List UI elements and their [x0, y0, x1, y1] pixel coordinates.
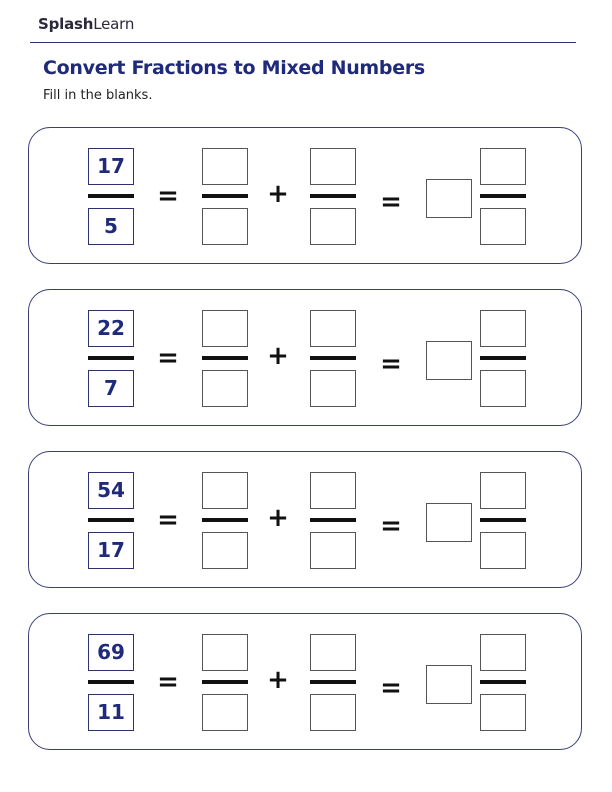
brand-logo-light: Learn [93, 15, 135, 33]
fraction-bar [310, 356, 356, 360]
equals-sign: = [157, 667, 179, 697]
equals-sign: = [157, 505, 179, 535]
brand-logo [38, 15, 134, 33]
plus-sign: + [267, 341, 289, 371]
answer-remainder-numerator-box[interactable] [310, 310, 356, 347]
answer-whole-part-numerator-box[interactable] [202, 310, 248, 347]
answer-whole-part-numerator-box[interactable] [202, 634, 248, 671]
fraction-bar [88, 194, 134, 198]
answer-whole-number-box[interactable] [426, 179, 472, 218]
fraction-bar [310, 518, 356, 522]
fraction-bar [88, 518, 134, 522]
equals-sign: = [380, 511, 402, 541]
fraction-bar [202, 518, 248, 522]
fraction-bar [480, 356, 526, 360]
equals-sign: = [380, 187, 402, 217]
problem-card [28, 451, 582, 588]
answer-mixed-numerator-box[interactable] [480, 634, 526, 671]
given-numerator: 54 [88, 472, 134, 509]
worksheet-title: Convert Fractions to Mixed Numbers [43, 57, 425, 79]
answer-remainder-numerator-box[interactable] [310, 634, 356, 671]
answer-mixed-numerator-box[interactable] [480, 148, 526, 185]
given-denominator: 11 [88, 694, 134, 731]
problem-card [28, 289, 582, 426]
given-denominator: 5 [88, 208, 134, 245]
answer-whole-part-denominator-box[interactable] [202, 370, 248, 407]
answer-mixed-numerator-box[interactable] [480, 310, 526, 347]
plus-sign: + [267, 665, 289, 695]
answer-whole-number-box[interactable] [426, 341, 472, 380]
fraction-bar [480, 680, 526, 684]
answer-remainder-numerator-box[interactable] [310, 148, 356, 185]
fraction-bar [202, 680, 248, 684]
fraction-bar [310, 194, 356, 198]
answer-mixed-denominator-box[interactable] [480, 532, 526, 569]
equals-sign: = [380, 349, 402, 379]
answer-remainder-numerator-box[interactable] [310, 472, 356, 509]
answer-whole-part-denominator-box[interactable] [202, 694, 248, 731]
given-denominator: 7 [88, 370, 134, 407]
answer-mixed-denominator-box[interactable] [480, 694, 526, 731]
plus-sign: + [267, 179, 289, 209]
equals-sign: = [157, 181, 179, 211]
problem-card [28, 127, 582, 264]
answer-remainder-denominator-box[interactable] [310, 208, 356, 245]
fraction-bar [202, 356, 248, 360]
answer-remainder-denominator-box[interactable] [310, 532, 356, 569]
fraction-bar [310, 680, 356, 684]
given-denominator: 17 [88, 532, 134, 569]
answer-mixed-numerator-box[interactable] [480, 472, 526, 509]
answer-whole-number-box[interactable] [426, 503, 472, 542]
plus-sign: + [267, 503, 289, 533]
given-numerator: 69 [88, 634, 134, 671]
worksheet-instructions: Fill in the blanks. [43, 88, 153, 103]
fraction-bar [88, 356, 134, 360]
fraction-bar [202, 194, 248, 198]
brand-logo-bold: Splash [38, 15, 94, 33]
answer-whole-part-denominator-box[interactable] [202, 208, 248, 245]
given-numerator: 22 [88, 310, 134, 347]
problem-card [28, 613, 582, 750]
answer-whole-part-numerator-box[interactable] [202, 472, 248, 509]
header-divider [30, 42, 576, 43]
answer-remainder-denominator-box[interactable] [310, 694, 356, 731]
equals-sign: = [157, 343, 179, 373]
equals-sign: = [380, 673, 402, 703]
answer-remainder-denominator-box[interactable] [310, 370, 356, 407]
answer-whole-part-numerator-box[interactable] [202, 148, 248, 185]
given-numerator: 17 [88, 148, 134, 185]
fraction-bar [480, 518, 526, 522]
answer-mixed-denominator-box[interactable] [480, 208, 526, 245]
answer-whole-number-box[interactable] [426, 665, 472, 704]
fraction-bar [88, 680, 134, 684]
answer-mixed-denominator-box[interactable] [480, 370, 526, 407]
fraction-bar [480, 194, 526, 198]
answer-whole-part-denominator-box[interactable] [202, 532, 248, 569]
